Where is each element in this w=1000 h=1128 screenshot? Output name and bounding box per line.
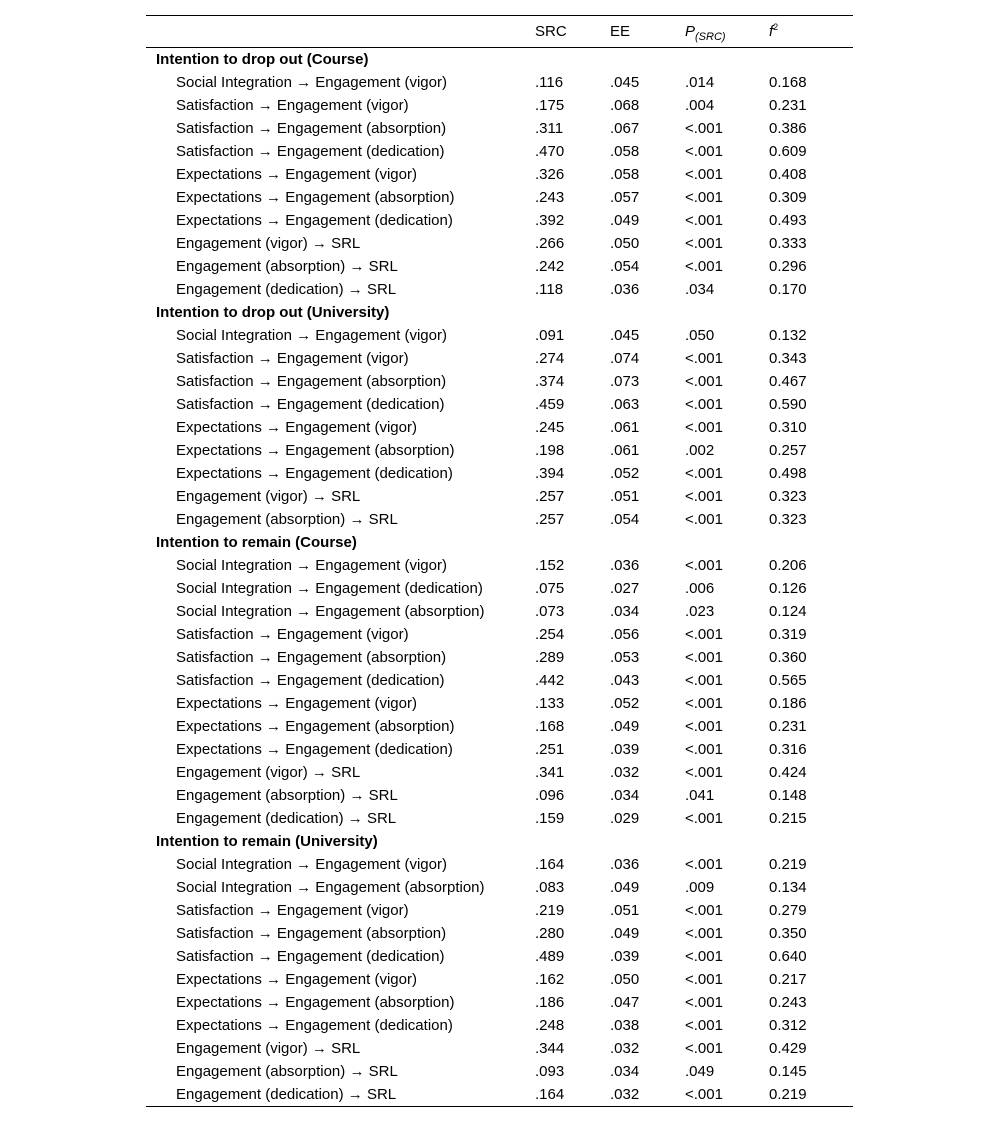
src-cell: .198 xyxy=(535,442,565,459)
table-row xyxy=(146,646,853,669)
p-value-cell: <.001 xyxy=(685,994,723,1011)
ee-cell: .054 xyxy=(610,258,640,275)
f2-cell: 0.350 xyxy=(769,925,807,942)
src-cell: .242 xyxy=(535,258,565,275)
p-value-cell: <.001 xyxy=(685,396,723,413)
f2-cell: 0.148 xyxy=(769,787,807,804)
header-f-sup: 2 xyxy=(773,22,779,32)
path-cell: Engagement (vigor) → SRL xyxy=(176,1040,361,1057)
path-cell: Expectations → Engagement (vigor) xyxy=(176,695,417,712)
p-value-cell: .002 xyxy=(685,442,715,459)
p-value-cell: <.001 xyxy=(685,649,723,666)
f2-cell: 0.257 xyxy=(769,442,807,459)
ee-cell: .073 xyxy=(610,373,640,390)
ee-cell: .052 xyxy=(610,465,640,482)
table-row xyxy=(146,600,853,623)
p-value-cell: .034 xyxy=(685,281,715,298)
ee-cell: .056 xyxy=(610,626,640,643)
src-cell: .168 xyxy=(535,718,565,735)
p-value-cell: <.001 xyxy=(685,465,723,482)
path-cell: Expectations → Engagement (absorption) xyxy=(176,994,455,1011)
path-cell: Expectations → Engagement (dedication) xyxy=(176,465,453,482)
p-value-cell: <.001 xyxy=(685,120,723,137)
ee-cell: .057 xyxy=(610,189,640,206)
f2-cell: 0.219 xyxy=(769,856,807,873)
section-title: Intention to drop out (University) xyxy=(156,304,390,321)
path-cell: Social Integration → Engagement (dedication) xyxy=(176,580,483,597)
table-row xyxy=(146,922,853,945)
table-row xyxy=(146,462,853,485)
ee-cell: .034 xyxy=(610,1063,640,1080)
src-cell: .394 xyxy=(535,465,565,482)
path-cell: Expectations → Engagement (vigor) xyxy=(176,166,417,183)
p-value-cell: .014 xyxy=(685,74,715,91)
table-row xyxy=(146,71,853,94)
ee-cell: .032 xyxy=(610,1040,640,1057)
ee-cell: .039 xyxy=(610,741,640,758)
path-cell: Expectations → Engagement (dedication) xyxy=(176,212,453,229)
f2-cell: 0.309 xyxy=(769,189,807,206)
table-row xyxy=(146,784,853,807)
ee-cell: .039 xyxy=(610,948,640,965)
f2-cell: 0.493 xyxy=(769,212,807,229)
ee-cell: .050 xyxy=(610,971,640,988)
ee-cell: .036 xyxy=(610,856,640,873)
table-row xyxy=(146,186,853,209)
p-value-cell: <.001 xyxy=(685,741,723,758)
p-value-cell: <.001 xyxy=(685,557,723,574)
table-row xyxy=(146,209,853,232)
table-row xyxy=(146,991,853,1014)
f2-cell: 0.640 xyxy=(769,948,807,965)
p-value-cell: <.001 xyxy=(685,718,723,735)
table-row xyxy=(146,1037,853,1060)
table-row xyxy=(146,1060,853,1083)
f2-cell: 0.319 xyxy=(769,626,807,643)
header-src: SRC xyxy=(535,16,610,48)
ee-cell: .061 xyxy=(610,442,640,459)
ee-cell: .036 xyxy=(610,281,640,298)
src-cell: .219 xyxy=(535,902,565,919)
path-cell: Social Integration → Engagement (vigor) xyxy=(176,74,447,91)
f2-cell: 0.145 xyxy=(769,1063,807,1080)
header-path xyxy=(146,16,535,48)
f2-cell: 0.498 xyxy=(769,465,807,482)
path-cell: Satisfaction → Engagement (absorption) xyxy=(176,649,447,666)
p-value-cell: <.001 xyxy=(685,350,723,367)
table-row xyxy=(146,416,853,439)
p-value-cell: <.001 xyxy=(685,856,723,873)
p-value-cell: <.001 xyxy=(685,764,723,781)
p-value-cell: <.001 xyxy=(685,925,723,942)
table-row xyxy=(146,692,853,715)
table-row xyxy=(146,899,853,922)
section-title: Intention to remain (Course) xyxy=(156,534,357,551)
ee-cell: .061 xyxy=(610,419,640,436)
table-row xyxy=(146,968,853,991)
p-value-cell: <.001 xyxy=(685,235,723,252)
ee-cell: .054 xyxy=(610,511,640,528)
src-cell: .442 xyxy=(535,672,565,689)
src-cell: .186 xyxy=(535,994,565,1011)
path-cell: Satisfaction → Engagement (absorption) xyxy=(176,925,447,942)
table-row xyxy=(146,393,853,416)
src-cell: .116 xyxy=(535,74,564,91)
p-value-cell: <.001 xyxy=(685,511,723,528)
p-value-cell: <.001 xyxy=(685,1040,723,1057)
path-cell: Engagement (vigor) → SRL xyxy=(176,764,361,781)
p-value-cell: <.001 xyxy=(685,1083,769,1107)
p-value-cell: <.001 xyxy=(685,189,723,206)
src-cell: .280 xyxy=(535,925,565,942)
table-row xyxy=(146,255,853,278)
path-cell: Satisfaction → Engagement (absorption) xyxy=(176,120,447,137)
header-p-sub: (SRC) xyxy=(695,31,726,43)
table-row xyxy=(146,347,853,370)
f2-cell: 0.186 xyxy=(769,695,807,712)
f2-cell: 0.168 xyxy=(769,74,807,91)
path-cell: Engagement (vigor) → SRL xyxy=(176,488,361,505)
path-cell: Engagement (dedication) → SRL xyxy=(176,810,397,827)
p-value-cell: <.001 xyxy=(685,258,723,275)
table-row xyxy=(146,876,853,899)
f2-cell: 0.219 xyxy=(769,1083,853,1107)
path-cell: Satisfaction → Engagement (vigor) xyxy=(176,97,409,114)
ee-cell: .045 xyxy=(610,327,640,344)
src-cell: .344 xyxy=(535,1040,565,1057)
path-cell: Expectations → Engagement (vigor) xyxy=(176,419,417,436)
path-cell: Satisfaction → Engagement (dedication) xyxy=(176,948,445,965)
f2-cell: 0.565 xyxy=(769,672,807,689)
src-cell: .159 xyxy=(535,810,565,827)
table-row xyxy=(146,577,853,600)
path-cell: Satisfaction → Engagement (dedication) xyxy=(176,672,445,689)
f2-cell: 0.231 xyxy=(769,718,807,735)
f2-cell: 0.424 xyxy=(769,764,807,781)
path-cell: Expectations → Engagement (absorption) xyxy=(176,718,455,735)
ee-cell: .051 xyxy=(610,902,640,919)
p-value-cell: .023 xyxy=(685,603,715,620)
path-cell: Satisfaction → Engagement (vigor) xyxy=(176,626,409,643)
table-row xyxy=(146,1014,853,1037)
ee-cell: .047 xyxy=(610,994,640,1011)
src-cell: .245 xyxy=(535,419,565,436)
p-value-cell: .009 xyxy=(685,879,715,896)
src-cell: .162 xyxy=(535,971,565,988)
p-value-cell: <.001 xyxy=(685,902,723,919)
ee-cell: .068 xyxy=(610,97,640,114)
table-row xyxy=(146,439,853,462)
p-value-cell: <.001 xyxy=(685,672,723,689)
path-cell: Satisfaction → Engagement (vigor) xyxy=(176,902,409,919)
src-cell: .459 xyxy=(535,396,565,413)
ee-cell: .027 xyxy=(610,580,640,597)
f2-cell: 0.467 xyxy=(769,373,807,390)
ee-cell: .052 xyxy=(610,695,640,712)
ee-cell: .029 xyxy=(610,810,640,827)
results-table-container xyxy=(146,15,853,1107)
p-value-cell: <.001 xyxy=(685,810,723,827)
f2-cell: 0.343 xyxy=(769,350,807,367)
ee-cell: .034 xyxy=(610,787,640,804)
section-title: Intention to remain (University) xyxy=(156,833,378,850)
f2-cell: 0.126 xyxy=(769,580,807,597)
table-row xyxy=(146,324,853,347)
table-row xyxy=(146,807,853,830)
ee-cell: .036 xyxy=(610,557,640,574)
src-cell: .118 xyxy=(535,281,564,298)
src-cell: .152 xyxy=(535,557,565,574)
table-row xyxy=(146,163,853,186)
src-cell: .266 xyxy=(535,235,565,252)
path-cell: Engagement (absorption) → SRL xyxy=(176,511,398,528)
src-cell: .311 xyxy=(535,120,564,137)
f2-cell: 0.360 xyxy=(769,649,807,666)
src-cell: .248 xyxy=(535,1017,565,1034)
p-value-cell: <.001 xyxy=(685,971,723,988)
table-row xyxy=(146,669,853,692)
ee-cell: .058 xyxy=(610,143,640,160)
section-header-row xyxy=(146,48,853,72)
table-row xyxy=(146,278,853,301)
ee-cell: .049 xyxy=(610,718,640,735)
src-cell: .075 xyxy=(535,580,565,597)
table-row xyxy=(146,554,853,577)
ee-cell: .053 xyxy=(610,649,640,666)
path-cell: Expectations → Engagement (dedication) xyxy=(176,741,453,758)
f2-cell: 0.231 xyxy=(769,97,807,114)
p-value-cell: <.001 xyxy=(685,948,723,965)
table-row xyxy=(146,370,853,393)
p-value-cell: <.001 xyxy=(685,626,723,643)
p-value-cell: <.001 xyxy=(685,488,723,505)
f2-cell: 0.408 xyxy=(769,166,807,183)
ee-cell: .049 xyxy=(610,879,640,896)
f2-cell: 0.124 xyxy=(769,603,807,620)
src-cell: .254 xyxy=(535,626,565,643)
table-row xyxy=(146,508,853,531)
src-cell: .073 xyxy=(535,603,565,620)
table-row xyxy=(146,485,853,508)
f2-cell: 0.316 xyxy=(769,741,807,758)
p-value-cell: .004 xyxy=(685,97,715,114)
f2-cell: 0.243 xyxy=(769,994,807,1011)
table-row xyxy=(146,623,853,646)
src-cell: .257 xyxy=(535,488,565,505)
f2-cell: 0.590 xyxy=(769,396,807,413)
src-cell: .133 xyxy=(535,695,565,712)
src-cell: .289 xyxy=(535,649,565,666)
p-value-cell: <.001 xyxy=(685,695,723,712)
path-cell: Engagement (dedication) → SRL xyxy=(146,1083,535,1107)
header-f2 xyxy=(769,16,853,48)
src-cell: .251 xyxy=(535,741,565,758)
section-title: Intention to drop out (Course) xyxy=(156,51,369,68)
f2-cell: 0.132 xyxy=(769,327,807,344)
p-value-cell: <.001 xyxy=(685,1017,723,1034)
src-cell: .257 xyxy=(535,511,565,528)
f2-cell: 0.312 xyxy=(769,1017,807,1034)
path-cell: Social Integration → Engagement (absorption) xyxy=(176,879,485,896)
p-value-cell: .050 xyxy=(685,327,715,344)
header-f-main: f xyxy=(769,23,774,40)
table-row xyxy=(146,853,853,876)
table-row xyxy=(146,94,853,117)
path-cell: Expectations → Engagement (vigor) xyxy=(176,971,417,988)
table-row xyxy=(146,1083,853,1107)
section-header-row xyxy=(146,830,853,853)
path-cell: Social Integration → Engagement (absorption) xyxy=(176,603,485,620)
ee-cell: .049 xyxy=(610,212,640,229)
path-cell: Satisfaction → Engagement (absorption) xyxy=(176,373,447,390)
f2-cell: 0.296 xyxy=(769,258,807,275)
table-body xyxy=(146,48,853,1107)
src-cell: .470 xyxy=(535,143,565,160)
src-cell: .341 xyxy=(535,764,565,781)
ee-cell: .049 xyxy=(610,925,640,942)
path-cell: Expectations → Engagement (absorption) xyxy=(176,442,455,459)
f2-cell: 0.386 xyxy=(769,120,807,137)
path-cell: Engagement (absorption) → SRL xyxy=(176,258,398,275)
path-cell: Engagement (absorption) → SRL xyxy=(176,787,398,804)
p-value-cell: <.001 xyxy=(685,373,723,390)
table-row xyxy=(146,945,853,968)
ee-cell: .032 xyxy=(610,1083,685,1107)
ee-cell: .045 xyxy=(610,74,640,91)
section-header-row xyxy=(146,301,853,324)
path-cell: Satisfaction → Engagement (dedication) xyxy=(176,143,445,160)
path-cell: Engagement (vigor) → SRL xyxy=(176,235,361,252)
ee-cell: .043 xyxy=(610,672,640,689)
p-value-cell: .006 xyxy=(685,580,715,597)
path-cell: Social Integration → Engagement (vigor) xyxy=(176,327,447,344)
p-value-cell: .041 xyxy=(685,787,715,804)
path-cell: Engagement (dedication) → SRL xyxy=(176,281,397,298)
ee-cell: .074 xyxy=(610,350,640,367)
ee-cell: .050 xyxy=(610,235,640,252)
src-cell: .164 xyxy=(535,1083,610,1107)
ee-cell: .034 xyxy=(610,603,640,620)
src-cell: .392 xyxy=(535,212,565,229)
f2-cell: 0.323 xyxy=(769,488,807,505)
f2-cell: 0.217 xyxy=(769,971,807,988)
table-row xyxy=(146,715,853,738)
table-row xyxy=(146,761,853,784)
path-cell: Engagement (absorption) → SRL xyxy=(176,1063,398,1080)
src-cell: .175 xyxy=(535,97,565,114)
ee-cell: .032 xyxy=(610,764,640,781)
table-header-row xyxy=(146,16,853,48)
src-cell: .093 xyxy=(535,1063,565,1080)
src-cell: .083 xyxy=(535,879,565,896)
p-value-cell: .049 xyxy=(685,1063,715,1080)
f2-cell: 0.134 xyxy=(769,879,807,896)
f2-cell: 0.333 xyxy=(769,235,807,252)
p-value-cell: <.001 xyxy=(685,143,723,160)
src-cell: .326 xyxy=(535,166,565,183)
table-row xyxy=(146,117,853,140)
header-ee: EE xyxy=(610,16,685,48)
src-cell: .274 xyxy=(535,350,565,367)
table-row xyxy=(146,140,853,163)
path-coefficients-table xyxy=(146,15,853,1107)
p-value-cell: <.001 xyxy=(685,166,723,183)
src-cell: .096 xyxy=(535,787,565,804)
ee-cell: .058 xyxy=(610,166,640,183)
f2-cell: 0.429 xyxy=(769,1040,807,1057)
f2-cell: 0.609 xyxy=(769,143,807,160)
f2-cell: 0.215 xyxy=(769,810,807,827)
p-value-cell: <.001 xyxy=(685,212,723,229)
f2-cell: 0.279 xyxy=(769,902,807,919)
f2-cell: 0.206 xyxy=(769,557,807,574)
src-cell: .091 xyxy=(535,327,565,344)
p-value-cell: <.001 xyxy=(685,419,723,436)
path-cell: Expectations → Engagement (absorption) xyxy=(176,189,455,206)
ee-cell: .051 xyxy=(610,488,640,505)
path-cell: Expectations → Engagement (dedication) xyxy=(176,1017,453,1034)
path-cell: Satisfaction → Engagement (vigor) xyxy=(176,350,409,367)
src-cell: .164 xyxy=(535,856,565,873)
table-row xyxy=(146,232,853,255)
ee-cell: .067 xyxy=(610,120,640,137)
header-p-src xyxy=(685,16,769,48)
path-cell: Social Integration → Engagement (vigor) xyxy=(176,557,447,574)
src-cell: .243 xyxy=(535,189,565,206)
ee-cell: .063 xyxy=(610,396,640,413)
f2-cell: 0.323 xyxy=(769,511,807,528)
path-cell: Satisfaction → Engagement (dedication) xyxy=(176,396,445,413)
header-p-main: P xyxy=(685,23,696,40)
src-cell: .489 xyxy=(535,948,565,965)
table-row xyxy=(146,738,853,761)
section-header-row xyxy=(146,531,853,554)
path-cell: Social Integration → Engagement (vigor) xyxy=(176,856,447,873)
src-cell: .374 xyxy=(535,373,565,390)
f2-cell: 0.310 xyxy=(769,419,807,436)
f2-cell: 0.170 xyxy=(769,281,807,298)
ee-cell: .038 xyxy=(610,1017,640,1034)
